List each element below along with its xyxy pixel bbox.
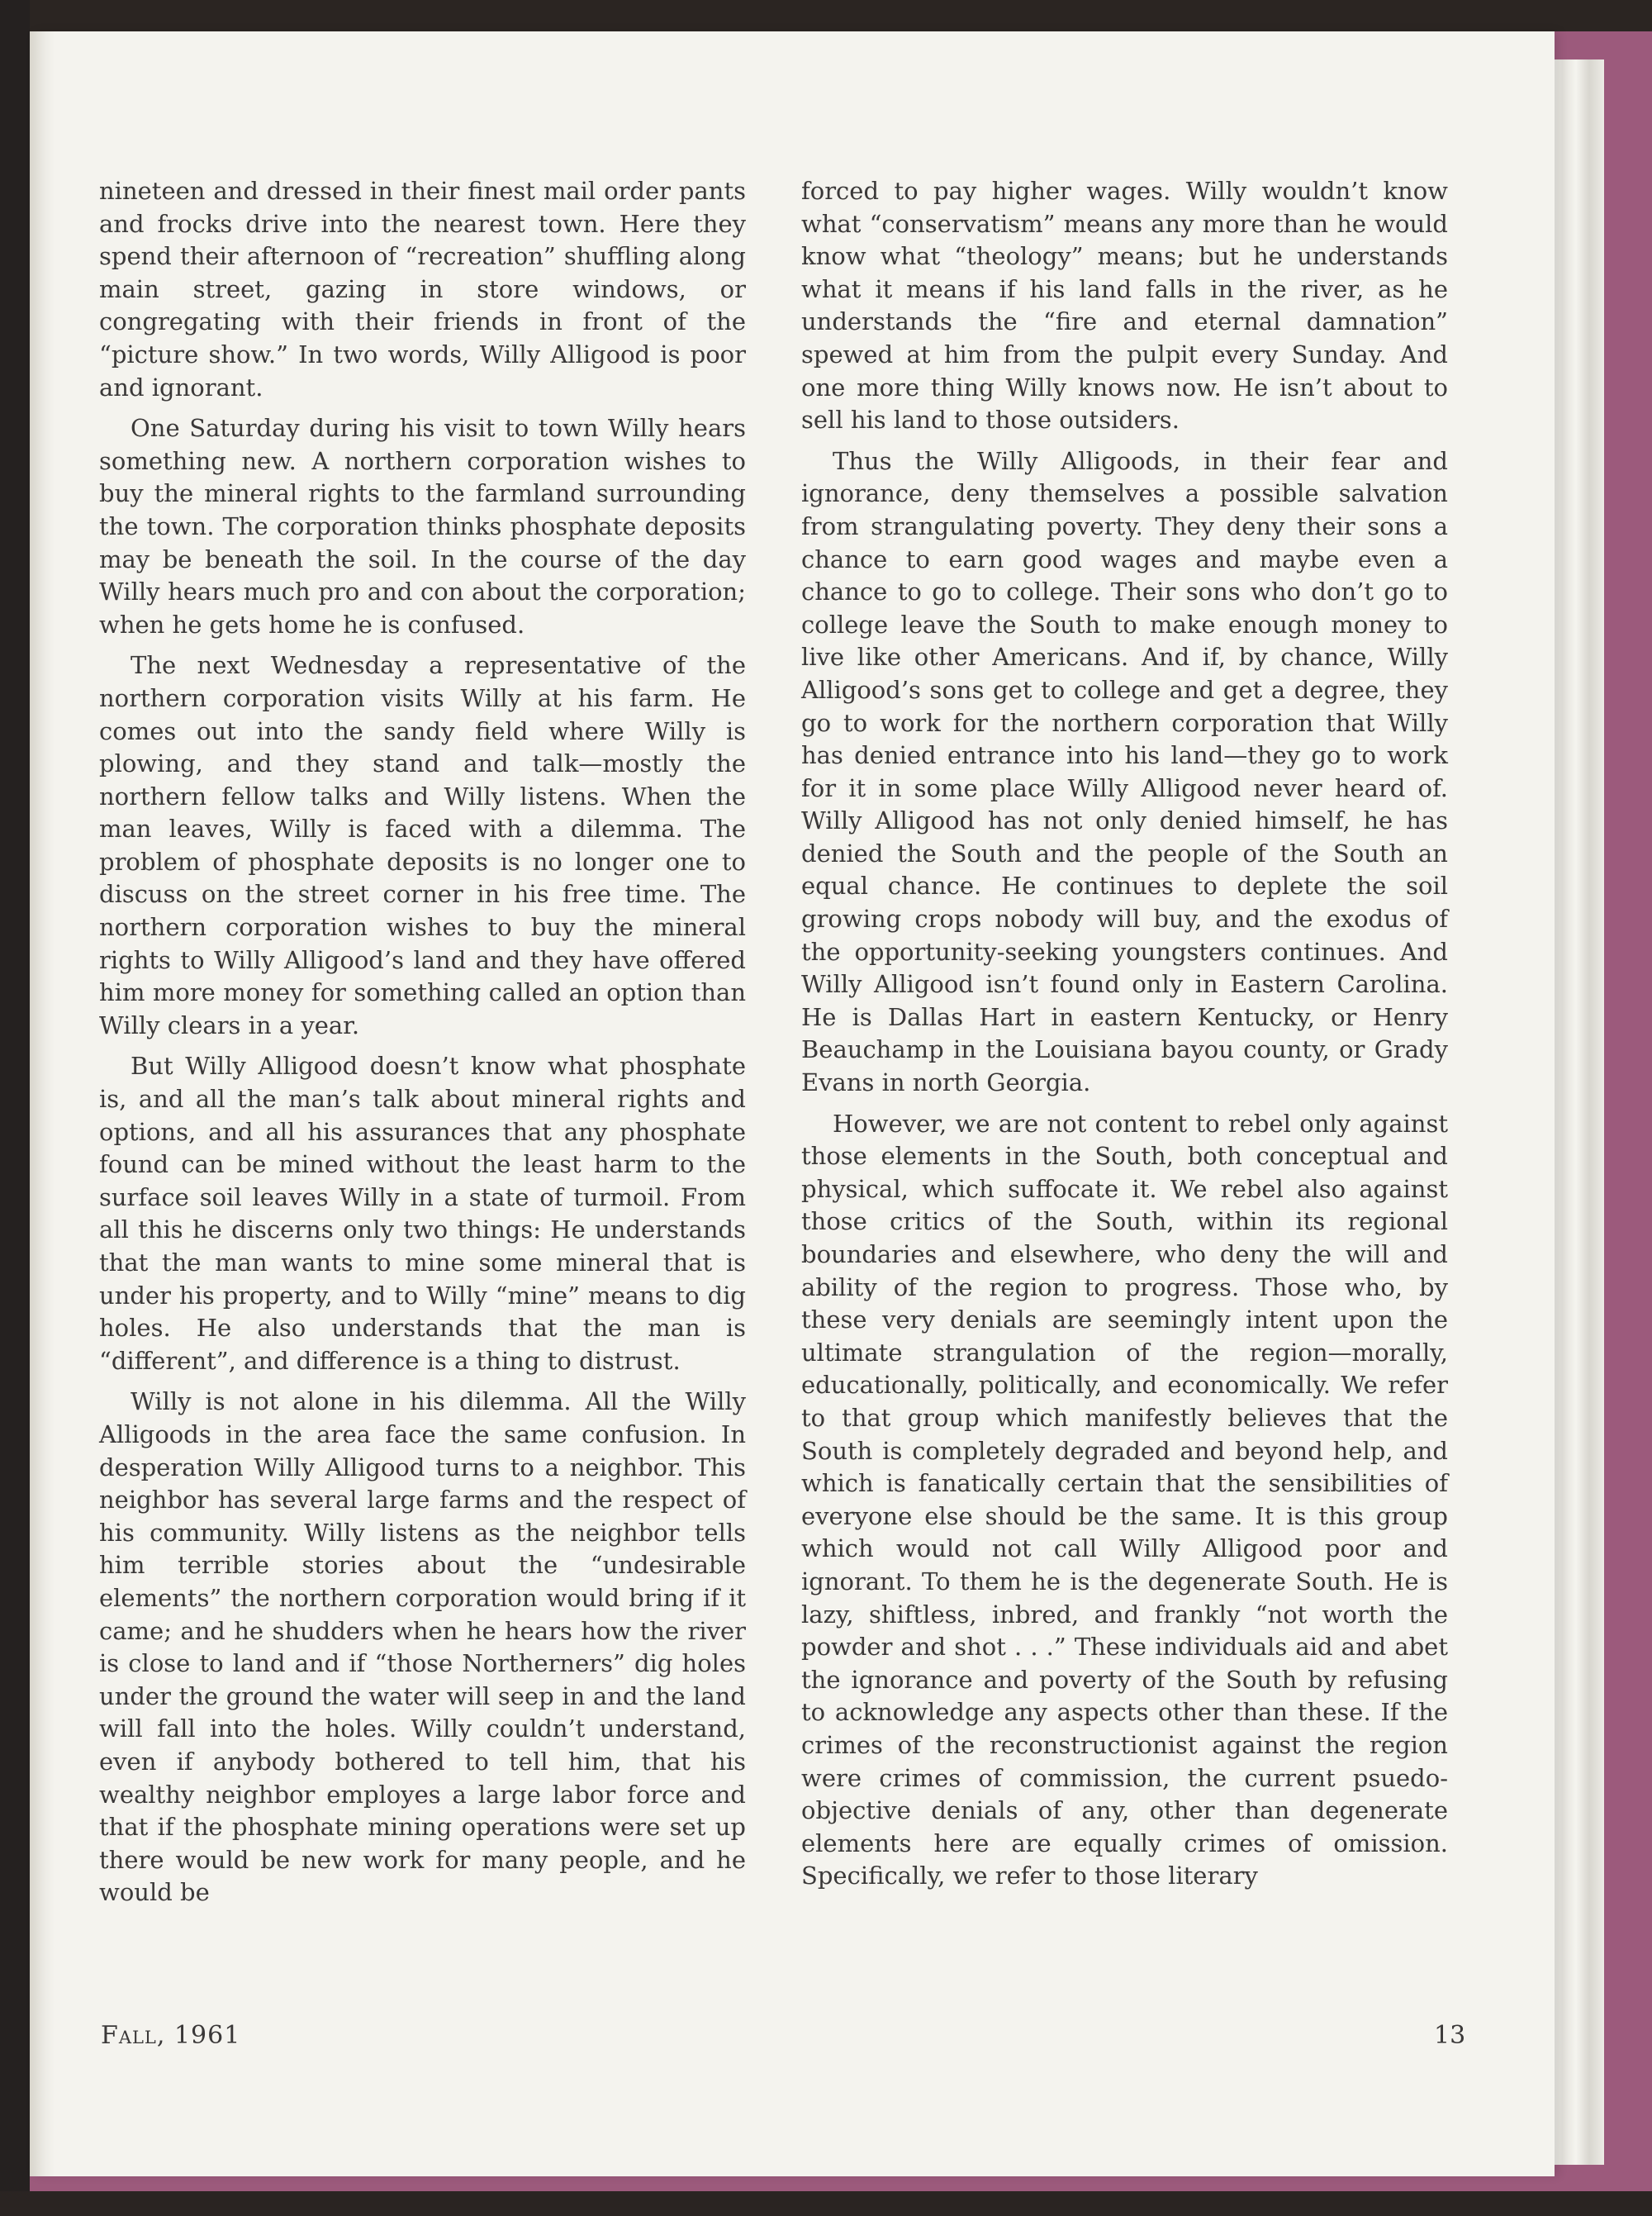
paragraph: forced to pay higher wages. Willy wouldn’t know what “conservatism” means any more than he would know what “theology” means; but he understands what it means if his land falls in the river, as he understands the “fire and eternal damnation” spewed at him from the pulpit every Sunday. And one more thing Willy knows now. He isn’t about to sell his land to those outsiders. [801,177,1448,435]
paragraph: However, we are not content to rebel only against those elements in the South, both conceptual and physical, which suffocate it. We rebel also against those critics of the South, within its regional boundaries and elsewhere, who deny the will and ability of the region to progress. Those who, by these very denials are seemingly intent upon the ultimate strangulation of the region—morally, educationally, politically, and economically. We refer to that group which manifestly believes that the South is completely degraded and beyond help, and which is fanatically certain that the sensibilities of everyone else should be the same. It is this group which would not call Willy Alligood poor and ignorant. To them he is the degenerate South. He is lazy, shiftless, inbred, and frankly “not worth the powder and shot . . .” These individuals aid and abet the ignorance and poverty of the South by refusing to acknowledge any aspects other than these. If the crimes of the reconstructionist against the region were crimes of commission, the current psuedo-objective denials of any, other than degenerate elements here are equally crimes of omission. Specifically, we refer to those literary [801,1109,1448,1890]
binding-shadow-bottom [0,2191,1652,2216]
binding-shadow-left [0,0,30,2216]
paragraph: nineteen and dressed in their finest mail order pants and frocks drive into the nearest town. Here they spend their afternoon of “recreation” shuffling along main street, gazing in store windows, or congregating with their friends in front of the “picture show.” In two words, Willy Alligood is poor and ignorant. [99,177,746,402]
binding-shadow-top [30,0,1652,31]
paragraph: The next Wednesday a representative of the northern corporation visits Willy at his farm. He comes out into the sandy field where Willy is plowing, and they stand and talk—mostly the northern fellow talks and Willy listens. When the man leaves, Willy is faced with a dilemma. The problem of phosphate deposits is no longer one to discuss on the street corner in his free time. The northern corporation wishes to buy the mineral rights to Willy Alligood’s land and they have offered him more money for something called an option than Willy clears in a year. [99,651,746,1039]
book-page [30,31,1555,2176]
right-text-column [801,175,1448,1901]
page-gutter [30,31,55,2176]
left-text-column [99,175,746,1918]
paragraph: But Willy Alligood doesn’t know what phosphate is, and all the man’s talk about mineral rights and options, and all his assurances that any phosphate found can be mined without the least harm to the surface soil leaves Willy in a state of turmoil. From all this he discerns only two things: He understands that the man wants to mine some mineral that is under his property, and to Willy “mine” means to dig holes. He also understands that the man is “different”, and difference is a thing to distrust. [99,1052,746,1375]
paragraph: Willy is not alone in his dilemma. All the Willy Alligoods in the area face the same confusion. In desperation Willy Alligood turns to a neighbor. This neighbor has several large farms and the respect of his community. Willy listens as the neighbor tells him terrible stories about the “undesirable elements” the northern corporation would bring if it came; and he shudders when he hears how the river is close to land and if “those Northerners” dig holes under the ground the water will seep in and the land will fall into the holes. Willy couldn’t understand, even if anybody bothered to tell him, that his wealthy neighbor employes a large labor force and that if the phosphate mining operations were set up there would be new work for many people, and he would be [99,1387,746,1907]
paragraph: Thus the Willy Alligoods, in their fear and ignorance, deny themselves a possible salvation from strangulating poverty. They deny their sons a chance to earn good wages and maybe even a chance to go to college. Their sons who don’t go to college leave the South to make enough money to live like other Americans. And if, by chance, Willy Alligood’s sons get to college and get a degree, they go to work for the northern corporation that Willy has denied entrance into his land—they go to work for it in some place Willy Alligood never heard of. Willy Alligood has not only denied himself, he has denied the South and the people of the South an equal chance. He continues to deplete the soil growing crops nobody will buy, and the exodus of the opportunity-seeking youngsters continues. And Willy Alligood isn’t found only in Eastern Carolina. He is Dallas Hart in eastern Kentucky, or Henry Beauchamp in the Louisiana bayou county, or Grady Evans in north Georgia. [801,446,1448,1097]
page-number: 13 [1434,2021,1466,2050]
paragraph: One Saturday during his visit to town Willy hears something new. A northern corporation wishes to buy the mineral rights to the farmland surrounding the town. The corporation thinks phosphate deposits may be beneath the soil. In the course of the day Willy hears much pro and con about the corporation; when he gets home he is confused. [99,414,746,639]
issue-date-footer: Fall, 1961 [101,2021,241,2050]
